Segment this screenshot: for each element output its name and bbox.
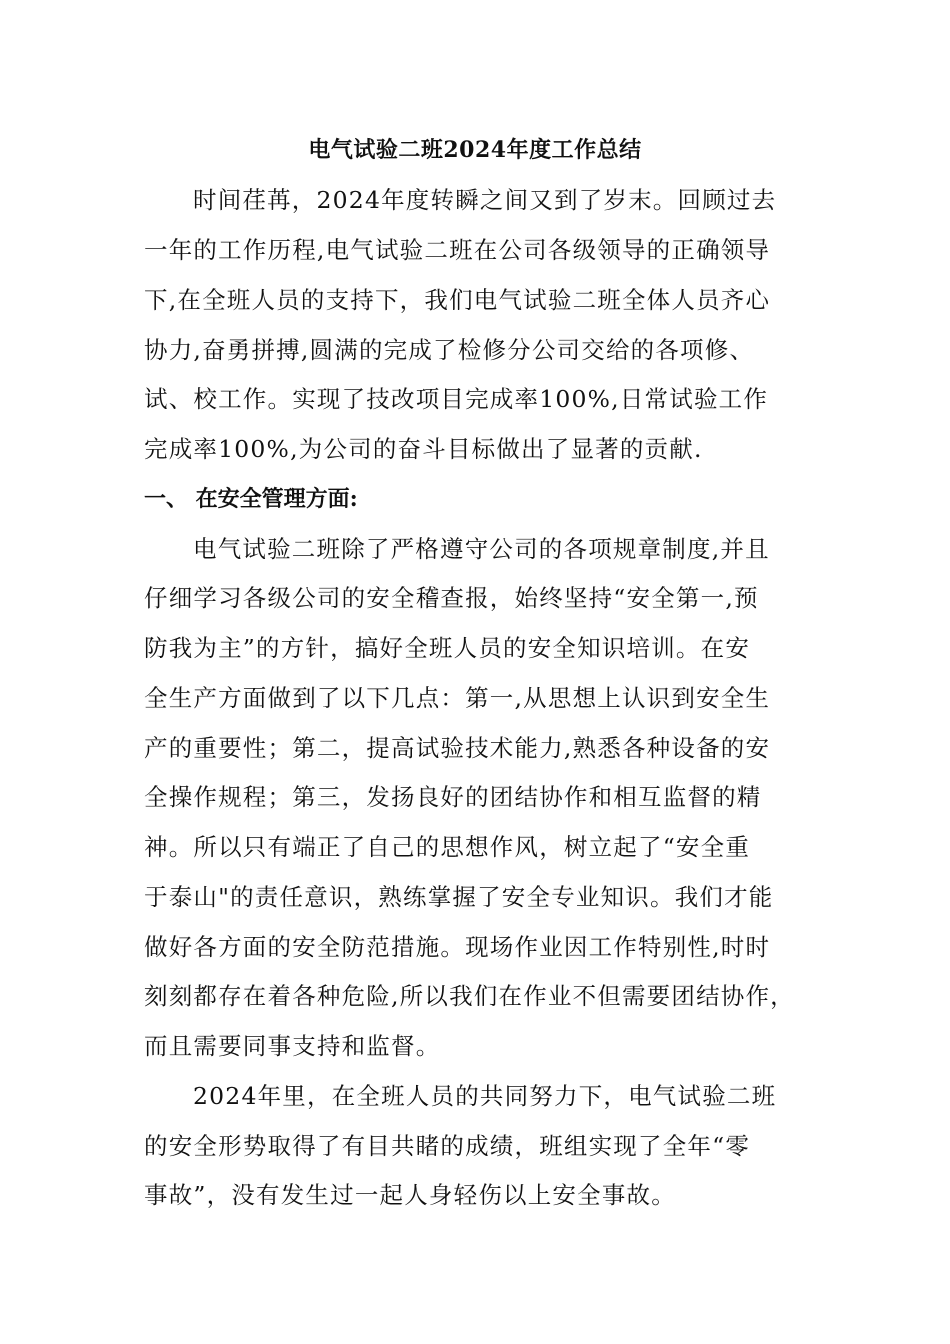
paragraph-line: 电气试验二班除了严格遵守公司的各项规章制度,并且 <box>193 535 770 563</box>
paragraph-line: 完成率100%,为公司的奋斗目标做出了显著的贡献. <box>144 435 703 463</box>
paragraph-line: 时间荏苒，2024年度转瞬之间又到了岁末。回顾过去 <box>193 186 777 214</box>
paragraph-line: 的安全形势取得了有目共睹的成绩，班组实现了全年“零 <box>144 1132 751 1160</box>
paragraph-line: 下,在全班人员的支持下，我们电气试验二班全体人员齐心 <box>144 286 771 314</box>
paragraph-line: 产的重要性；第二，提高试验技术能力,熟悉各种设备的安 <box>144 734 771 762</box>
section-heading: 一、 在安全管理方面: <box>144 486 358 512</box>
paragraph-line: 试、校工作。实现了技改项目完成率100%,日常试验工作 <box>144 385 769 413</box>
paragraph-line: 防我为主”的方针，搞好全班人员的安全知识培训。在安 <box>144 634 751 662</box>
paragraph-line: 一年的工作历程,电气试验二班在公司各级领导的正确领导 <box>144 236 771 264</box>
paragraph-line: 刻刻都存在着各种危险,所以我们在作业不但需要团结协作， <box>144 982 795 1010</box>
paragraph-line: 全操作规程；第三，发扬良好的团结协作和相互监督的精 <box>144 783 762 811</box>
paragraph-line: 做好各方面的安全防范措施。现场作业因工作特别性,时时 <box>144 933 771 961</box>
paragraph-line: 协力,奋勇拼搏,圆满的完成了检修分公司交给的各项修、 <box>144 336 755 364</box>
paragraph-line: 全生产方面做到了以下几点：第一,从思想上认识到安全生 <box>144 684 771 712</box>
paragraph-line: 2024年里，在全班人员的共同努力下，电气试验二班 <box>193 1082 777 1110</box>
paragraph-line: 神。所以只有端正了自己的思想作风，树立起了“安全重 <box>144 833 751 861</box>
paragraph-line: 仔细学习各级公司的安全稽查报，始终坚持“安全第一,预 <box>144 584 759 612</box>
paragraph-line: 而且需要同事支持和监督。 <box>144 1032 441 1060</box>
paragraph-line: 事故”，没有发生过一起人身轻伤以上安全事故。 <box>144 1181 676 1209</box>
paragraph-line: 于泰山"的责任意识，熟练掌握了安全专业知识。我们才能 <box>144 883 774 911</box>
document-title: 电气试验二班2024年度工作总结 <box>308 137 642 163</box>
